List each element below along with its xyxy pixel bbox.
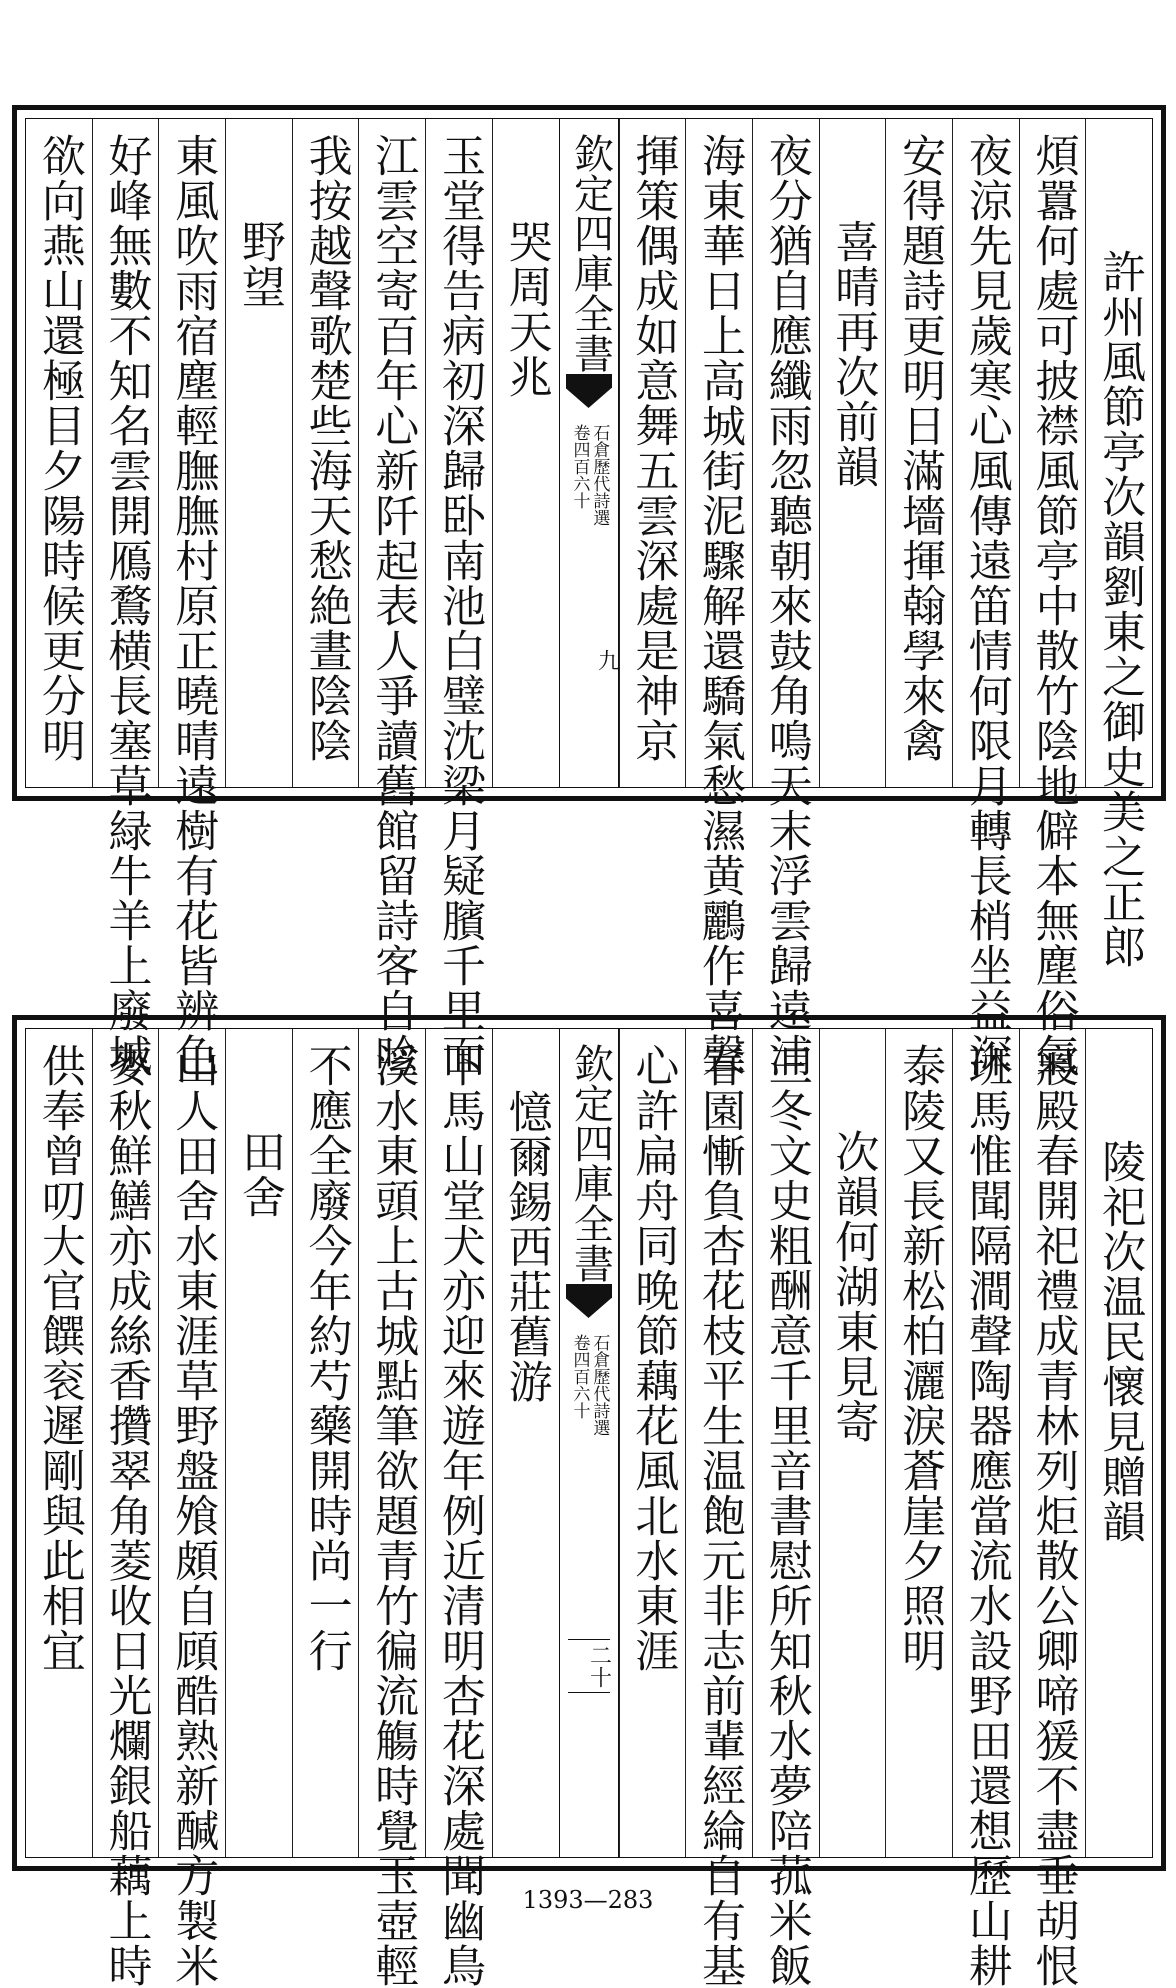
- poem-title: 野望: [233, 219, 285, 309]
- verse-line: 泰陵又長新松柏灑淚蒼崖夕照明: [894, 1043, 946, 1673]
- column: [225, 1029, 292, 1857]
- verse-line: 安得題詩更明日滿墻揮翰學來禽: [894, 133, 946, 763]
- poem-title: 陵祀次温民懷見贈韻: [1094, 1139, 1146, 1544]
- verse-line: 山人田舍水東涯草野盤飧頗自頋酷熟新醎方製米: [167, 1043, 219, 1988]
- center-margin: [559, 1029, 619, 1857]
- column: [492, 1029, 559, 1857]
- column: [1085, 119, 1152, 969]
- fishtail-mark: [566, 1284, 612, 1318]
- volume-info: [564, 1334, 614, 1436]
- verse-line: 玉堂得告病初深歸卧南池白璧沈梁月疑臏千里面: [433, 133, 485, 1078]
- verse-line: 班馬惟聞隔澗聲陶器應當流水設野田還想歷山耕: [960, 1043, 1012, 1988]
- column: [619, 119, 686, 787]
- column: [952, 1029, 1019, 1988]
- poem-title: 田舍: [233, 1129, 285, 1219]
- column: [292, 1029, 359, 1857]
- column: [685, 119, 752, 1078]
- fishtail-mark: [566, 374, 612, 408]
- page-number: 九: [594, 649, 620, 671]
- volume-info: [564, 424, 614, 526]
- poem-title: 哭周天兆: [500, 219, 552, 399]
- volume-title: 石倉歷代詩選: [589, 424, 610, 526]
- column: [885, 1029, 952, 1857]
- verse-line: 寢殿春開祀禮成青林列炬散公卿啼猨不盡垂胡恨: [1027, 1043, 1079, 1988]
- column: [819, 1029, 886, 1857]
- page-number: 二十: [568, 1639, 610, 1693]
- column: [1085, 1029, 1152, 1857]
- column: [819, 119, 886, 787]
- column: [685, 1029, 752, 1988]
- column: [92, 1029, 159, 1988]
- volume-number: 卷四百六十: [569, 1334, 590, 1419]
- column: [492, 119, 559, 787]
- verse-line: 東風吹雨宿塵輕膴膴村原正曉晴遠樹有花皆辨色: [167, 133, 219, 1078]
- poem-title: 憶爾錫西莊舊游: [500, 1089, 552, 1404]
- verse-line: 下馬山堂犬亦迎來遊年例近清明杏花深處聞幽鳥: [433, 1043, 485, 1988]
- center-margin: [559, 119, 619, 787]
- verse-line: 不應全廢今年約芍藥開時尚一行: [300, 1043, 352, 1673]
- volume-number: 卷四百六十: [569, 424, 590, 509]
- verse-line: 揮策偶成如意舞五雲深處是神京: [627, 133, 679, 763]
- verse-line: 春園慚負杏花枝平生温飽元非志前輩經綸自有基: [694, 1043, 746, 1988]
- column: [885, 119, 952, 787]
- verse-line: 江雲空寄百年心新阡起表人爭讀舊館留詩客自吟: [367, 133, 419, 1078]
- verse-line: 好峰無數不知名雲開鴈鶩横長塞草緑牛羊上廢城: [100, 133, 152, 1078]
- column: [158, 1029, 225, 1988]
- verse-line: 煩囂何處可披襟風節亭中散竹陰地僻本無塵俗氣: [1027, 133, 1079, 1078]
- column: [92, 119, 159, 1078]
- volume-title: 石倉歷代詩選: [589, 1334, 610, 1436]
- column: [225, 119, 292, 787]
- poem-title: 許州風節亭次韻劉東之御史美之正郎: [1094, 249, 1146, 969]
- column: [752, 1029, 819, 1988]
- column: [952, 119, 1019, 1078]
- top-page: [12, 105, 1166, 1078]
- verse-line: 心許扁舟同晚節藕花風北水東涯: [627, 1043, 679, 1673]
- verse-line: 三冬文史粗酬意千里音書慰所知秋水夢陪菰米飯: [760, 1043, 812, 1988]
- verse-line: 欲向燕山還極目夕陽時候更分明: [33, 133, 85, 763]
- column: [292, 119, 359, 787]
- column: [752, 119, 819, 1078]
- book-title: 欽定四庫全書: [567, 1043, 614, 1283]
- column: [425, 119, 492, 1078]
- column: [26, 1029, 92, 1857]
- top-page-frame: [25, 118, 1153, 1078]
- column: [358, 1029, 425, 1988]
- column: [26, 119, 92, 787]
- page-footer-number: 1393—283: [522, 1886, 654, 1914]
- column: [1019, 119, 1086, 1078]
- book-title: 欽定四庫全書: [567, 133, 614, 373]
- verse-line: 夜分猶自應纖雨忽聽朝來鼓角鳴天末浮雲歸遠浦: [760, 133, 812, 1078]
- column: [619, 1029, 686, 1857]
- poem-title: 次韻何湖東見寄: [827, 1129, 879, 1444]
- verse-line: 我按越聲歌楚些海天愁絶晝陰陰: [300, 133, 352, 763]
- column: [1019, 1029, 1086, 1988]
- verse-line: 海東華日上高城街泥驟解還驕氣愁濕黄鸝作喜聲: [694, 133, 746, 1078]
- column: [425, 1029, 492, 1988]
- verse-line: 溪水東頭上古城點筆欲題青竹徧流觴時覺玉壺輕: [367, 1043, 419, 1988]
- verse-line: 供奉曾叨大官饌衮遲剛與此相宜: [33, 1043, 85, 1673]
- column: [358, 119, 425, 1078]
- verse-line: 麥秋鮮鱔亦成絲香攢翠角菱收日光爛銀船藕上時: [100, 1043, 152, 1988]
- column: [158, 119, 225, 1078]
- verse-line: 夜涼先見歲寒心風傳遠笛情何限月轉長梢坐益深: [960, 133, 1012, 1078]
- poem-title: 喜晴再次前韻: [827, 219, 879, 489]
